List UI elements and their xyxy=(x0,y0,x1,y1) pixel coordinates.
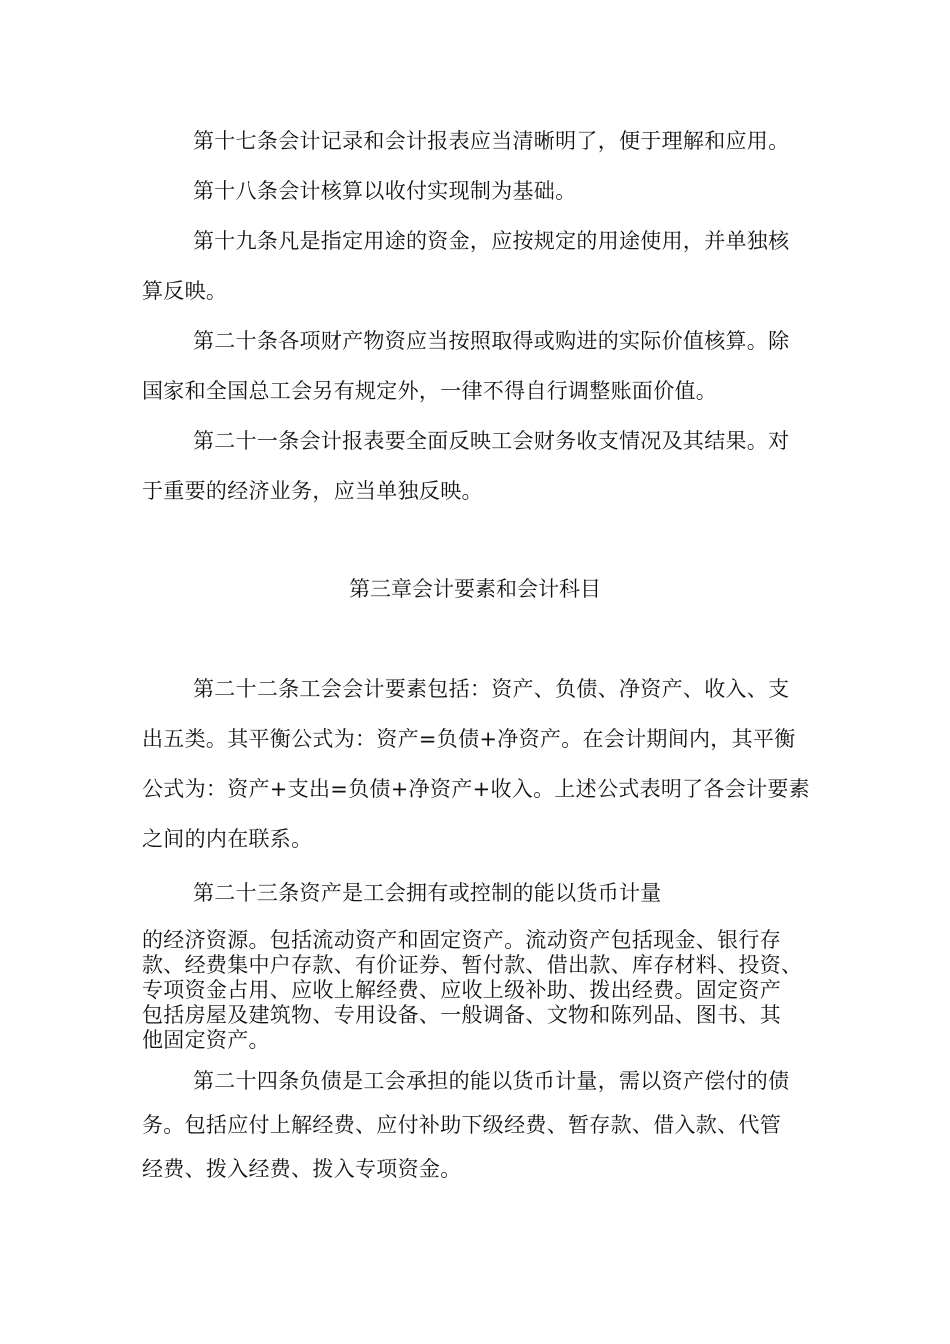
article-19-line-1: 第十九条凡是指定用途的资金，应按规定的用途使用，并单独核 xyxy=(193,229,790,253)
article-20-line-2: 国家和全国总工会另有规定外，一律不得自行调整账面价值。 xyxy=(142,379,718,403)
article-22-line-1: 第二十二条工会会计要素包括：资产、负债、净资产、收入、支 xyxy=(193,677,790,701)
article-22-line-3: 公式为：资产+支出=负债+净资产+收入。上述公式表明了各会计要素 xyxy=(142,777,810,801)
article-24-line-2: 务。包括应付上解经费、应付补助下级经费、暂存款、借入款、代管 xyxy=(142,1113,781,1137)
article-24-line-3: 经费、拨入经费、拨入专项资金。 xyxy=(142,1157,462,1181)
article-24-line-1: 第二十四条负债是工会承担的能以货币计量，需以资产偿付的债 xyxy=(193,1069,790,1093)
article-23-line-3: 款、经费集中户存款、有价证券、暂付款、借出款、库存材料、投资、 xyxy=(142,953,803,977)
article-21-line-1: 第二十一条会计报表要全面反映工会财务收支情况及其结果。对 xyxy=(193,429,790,453)
article-21-line-2: 于重要的经济业务，应当单独反映。 xyxy=(142,479,483,503)
article-23-line-5: 包括房屋及建筑物、专用设备、一般调备、文物和陈列品、图书、其 xyxy=(142,1003,781,1027)
article-23-line-2: 的经济资源。包括流动资产和固定资产。流动资产包括现金、银行存 xyxy=(142,928,781,952)
article-23-line-6: 他固定资产。 xyxy=(142,1028,270,1052)
article-22-line-4: 之间的内在联系。 xyxy=(142,827,313,851)
article-22-line-2: 出五类。其平衡公式为：资产=负债+净资产。在会计期间内，其平衡 xyxy=(142,727,796,751)
article-19-line-2: 算反映。 xyxy=(142,279,228,303)
article-23-line-4: 专项资金占用、应收上解经费、应收上级补助、拨出经费。固定资产 xyxy=(142,978,781,1002)
article-20-line-1: 第二十条各项财产物资应当按照取得或购进的实际价值核算。除 xyxy=(193,329,790,353)
article-18-line-1: 第十八条会计核算以收付实现制为基础。 xyxy=(193,179,577,203)
chapter-3-heading: 第三章会计要素和会计科目 xyxy=(349,577,601,601)
article-23-line-1: 第二十三条资产是工会拥有或控制的能以货币计量 xyxy=(193,881,662,905)
article-17-line-1: 第十七条会计记录和会计报表应当清晰明了，便于理解和应用。 xyxy=(193,129,790,153)
